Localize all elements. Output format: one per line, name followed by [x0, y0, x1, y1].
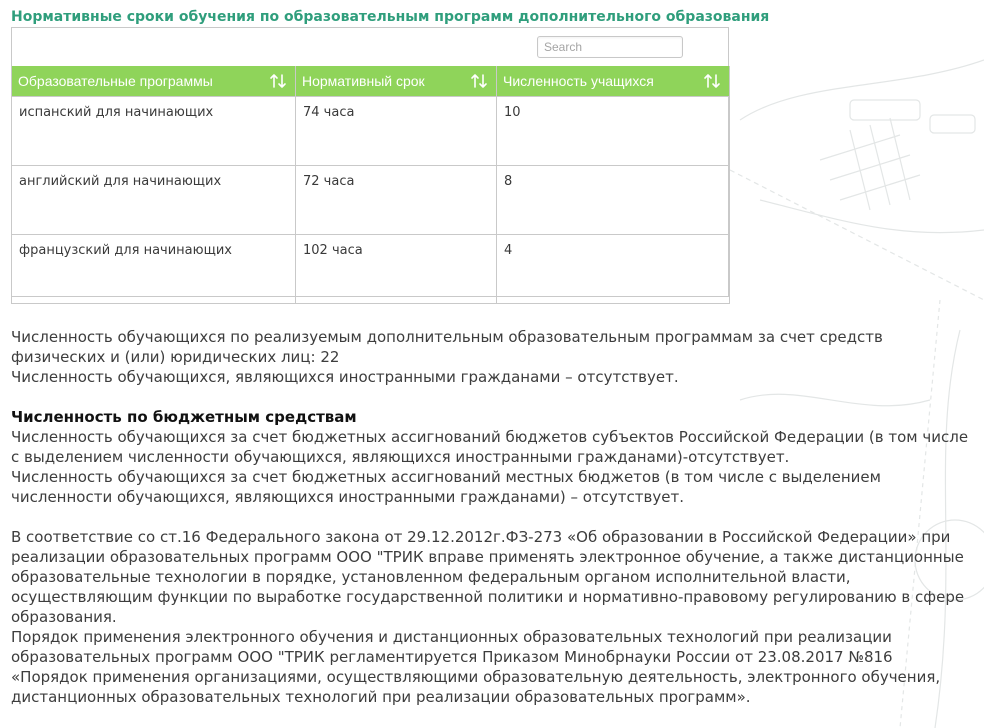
- search-input[interactable]: [537, 36, 683, 58]
- cell-duration: 74 часа: [296, 97, 497, 166]
- cell-duration: 72 часа: [296, 166, 497, 235]
- foreign-students-text: Численность обучающихся, являющихся иностранными гражданами – отсутствует.: [11, 368, 679, 386]
- column-header-duration[interactable]: [296, 66, 497, 97]
- column-header-label: Нормативный срок: [302, 73, 425, 89]
- table-row: [12, 235, 730, 304]
- cell-program: испанский для начинающих: [12, 97, 296, 166]
- page-title: Нормативные сроки обучения по образовательным программ дополнительного образования: [11, 9, 770, 25]
- column-header-label: Численность учащихся: [503, 73, 654, 89]
- table-row: [12, 97, 730, 166]
- budget-regional-text: Численность обучающихся за счет бюджетных ассигнований бюджетов субъектов Российской Федерации (в том числе с выделением численности обучающихся, являющихся иностранными гражданами)-отсутствует.: [11, 428, 969, 466]
- cell-program: английский для начинающих: [12, 166, 296, 235]
- sort-arrows-icon[interactable]: [269, 72, 287, 90]
- cell-program: французский для начинающих: [12, 235, 296, 304]
- programs-table: [11, 66, 730, 304]
- cell-students: 4: [497, 235, 730, 304]
- sort-arrows-icon[interactable]: [703, 72, 721, 90]
- law-paragraph: В соответствие со ст.16 Федерального закона от 29.12.2012г.ФЗ-273 «Об образовании в Российской Федерации» при реализации образовательных программ ООО "ТРИК вправе применять электронное обучение, а также дистанционные образовательные технологии в порядке, установленном федеральным органом исполнительной власти, осуществляющим функции по выработке государственной политики и нормативно-правовому регулированию в сфере образования.: [11, 528, 965, 626]
- info-text-block: [11, 327, 971, 707]
- sort-arrows-icon[interactable]: [470, 72, 488, 90]
- column-header-label: Образовательные программы: [18, 73, 213, 89]
- cell-students: 8: [497, 166, 730, 235]
- order-paragraph: Порядок применения электронного обучения и дистанционных образовательных технологий при реализации образовательных программ ООО "ТРИК регламентируется Приказом Минобрнауки России от 23.08.2017 №816 «Порядок применения организациями, осуществляющими образовательную деятельность, электронного обучения, дистанционных образовательных технологий при реализации образовательных программ».: [11, 628, 941, 706]
- column-header-students[interactable]: [497, 66, 730, 97]
- column-header-programs[interactable]: [12, 66, 296, 97]
- budget-heading: Численность по бюджетным средствам: [11, 408, 357, 426]
- table-row: [12, 166, 730, 235]
- cell-duration: 102 часа: [296, 235, 497, 304]
- paid-students-text: Численность обучающихся по реализуемым дополнительным образовательным программам за счет средств физических и (или) юридических лиц: 22: [11, 328, 883, 366]
- budget-local-text: Численность обучающихся за счет бюджетных ассигнований местных бюджетов (в том числе с выделением численности обучающихся, являющихся иностранными гражданами) – отсутствует.: [11, 468, 881, 506]
- programs-table-container: [11, 27, 729, 297]
- cell-students: 10: [497, 97, 730, 166]
- table-header-row: [12, 66, 730, 97]
